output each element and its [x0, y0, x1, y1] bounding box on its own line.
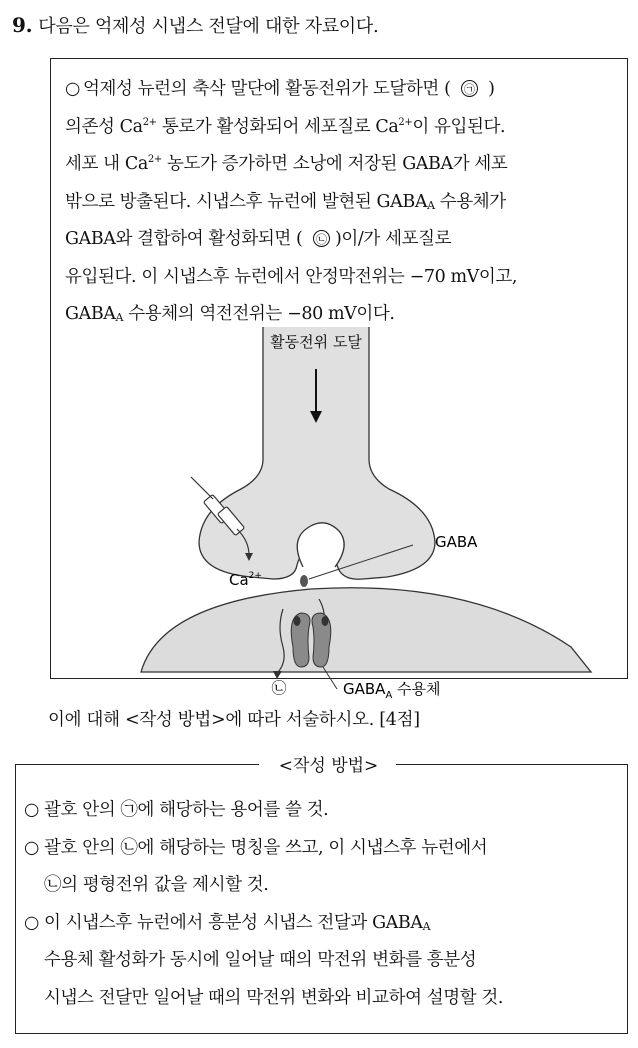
synapse-diagram: [51, 317, 626, 701]
passage-line: 수용체의 역전전위는 −80 mV이다.: [123, 304, 395, 324]
question-number: 9.: [12, 13, 33, 37]
passage-line: ): [488, 79, 495, 99]
method-item-2: [24, 830, 622, 905]
method-line: ○ 괄호 안의 ㉡에 해당하는 명칭을 쓰고, 이 시냅스후 뉴런에서: [24, 837, 488, 858]
label-action-potential: 활동전위 도달: [270, 333, 362, 351]
method-line: ○ 이 시냅스후 뉴런에서 흥분성 시냅스 전달과 GABA: [24, 912, 423, 933]
method-box: [15, 756, 628, 1034]
passage-line: 수용체가: [434, 191, 506, 212]
superscript: 2+: [147, 154, 162, 165]
blank-mark-2: ㉡: [313, 230, 330, 247]
subscript: A: [427, 198, 435, 212]
superscript: 2+: [398, 116, 413, 128]
passage-line: 억제성 뉴런의 축삭 말단에 활동전위가 도달하면 (: [83, 79, 451, 99]
passage-bullet: ○: [65, 79, 80, 99]
method-item-3: [24, 905, 622, 1018]
arrow-channel: [191, 477, 213, 499]
gaba-molecule: [300, 575, 308, 587]
blank-mark-1: ㉠: [461, 80, 478, 97]
postsynaptic-neuron: [141, 588, 591, 672]
question-header: [12, 10, 378, 42]
method-list: [24, 792, 622, 1017]
passage-line: 의존성 Ca: [65, 116, 143, 137]
method-item-1: ○ 괄호 안의 ㉠에 해당하는 용어를 쓸 것.: [24, 800, 329, 820]
passage-box: [50, 58, 628, 701]
subscript: A: [115, 311, 124, 324]
label-receptor: $GABA_A$ 수용체: [343, 680, 441, 701]
method-line: 시냅스 전달만 일어날 때의 막전위 변화와 비교하여 설명할 것.: [44, 987, 504, 1008]
passage-line: )이/가 세포질로: [334, 229, 452, 249]
divider: [16, 764, 259, 765]
method-title: <작성 방법>: [261, 751, 396, 776]
label-mark-2: ㉡: [271, 679, 287, 697]
passage-line: 이 유입된다.: [412, 116, 506, 137]
passage-line: 밖으로 방출된다. 시냅스후 뉴런에 발현된 GABA: [65, 191, 428, 212]
passage-text: [65, 71, 617, 334]
passage-line: GABA와 결합하여 활성화되면 (: [65, 229, 303, 249]
subscript: A: [422, 919, 431, 933]
passage-line: 통로가 활성화되어 세포질로 Ca: [156, 116, 399, 137]
passage-line: 농도가 증가하면 소낭에 저장된 GABA가 세포: [161, 154, 508, 174]
method-line: ㉡의 평형전위 값을 제시할 것.: [44, 875, 269, 895]
superscript: 2+: [142, 116, 157, 128]
label-ca: $Ca^{2+}$: [229, 571, 262, 589]
instruction: 이에 대해 <작성 방법>에 따라 서술하시오. [4점]: [48, 710, 420, 730]
passage-line: GABA: [65, 304, 116, 324]
passage-line: 세포 내 Ca: [65, 154, 148, 174]
method-line: 수용체 활성화가 동시에 일어날 때의 막전위 변화를 흥분성: [44, 950, 477, 970]
arrowhead-ion: [273, 671, 282, 679]
passage-line: 유입된다. 이 시냅스후 뉴런에서 안정막전위는 −70 mV이고,: [65, 266, 518, 287]
label-gaba: GABA: [435, 533, 478, 551]
question-prompt: 다음은 억제성 시냅스 전달에 대한 자료이다.: [38, 16, 379, 37]
divider: [396, 764, 627, 765]
